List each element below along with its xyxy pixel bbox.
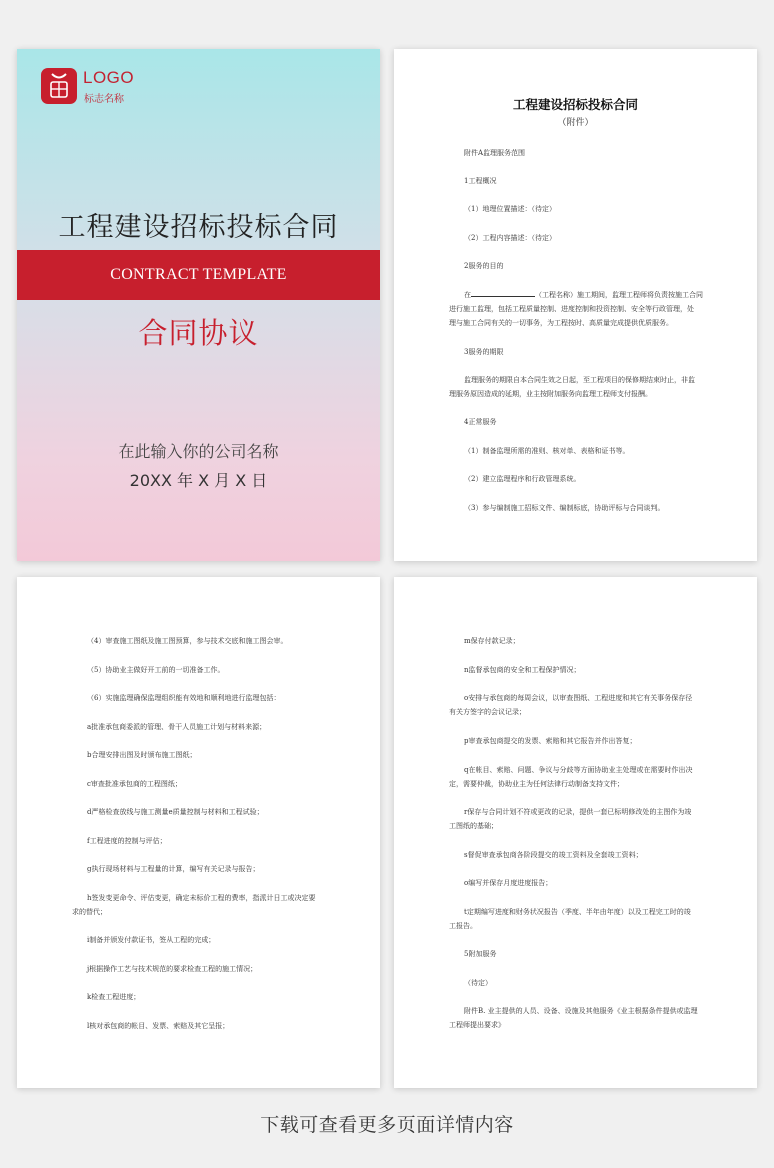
band-text: CONTRACT TEMPLATE	[110, 266, 287, 283]
logo-text: LOGO	[83, 68, 135, 87]
text-line: 工图纸的基础；	[449, 822, 498, 830]
text-line: 附件B. 业主提供的人员、设备、设施及其他服务《业主根据条件提供或监理	[464, 1007, 698, 1015]
cover-subtitle: 合同协议	[138, 316, 259, 350]
text-line: n监督承包商的安全和工程保护情况；	[464, 666, 581, 674]
footer-caption: 下载可查看更多页面详情内容	[260, 1114, 514, 1136]
text-line	[464, 288, 703, 302]
text-line: r保存与合同计划不符或更改的记录，提供一套已标明修改处的主图作为竣	[464, 808, 692, 816]
page-title: 工程建设招标投标合同	[512, 97, 638, 112]
text-line: 工程师提出要求》	[449, 1021, 505, 1029]
cover-page	[17, 49, 380, 561]
text-line: p审查承包商提交的发票、索赔和其它报告并作出答复；	[464, 737, 637, 745]
document-page-2	[394, 49, 757, 561]
text-line: （1）制备监理所需的准则、核对单、表格和证书等。	[464, 447, 630, 455]
text-line: b合理安排出图及时颁布施工图纸；	[87, 751, 197, 759]
cover-band	[17, 250, 380, 300]
text-line: （2）建立监理程序和行政管理系统。	[464, 475, 581, 483]
section-heading: 4正常服务	[464, 418, 497, 426]
text-line: （5）协助业主做好开工前的一切准备工作。	[87, 666, 225, 674]
text-line: q在帐目、索赔、问题、争议与分歧等方面协助业主处理或在需要时作出决	[464, 766, 693, 774]
text-segment: （工程名称）施工期间，监理工程师将负责按施工合同	[535, 291, 703, 299]
text-line: （待定）	[464, 979, 492, 987]
text-line: d严格检查放线与施工测量e质量控制与材料和工程试验；	[87, 808, 264, 816]
text-line: l核对承包商的帐目、发票、索赔及其它呈报；	[87, 1022, 230, 1030]
text-line: 理与施工合同有关的一切事务，为工程按时、高质量完成提供优质服务。	[449, 319, 673, 327]
text-line: a批准承包商委派的管理、骨干人员施工计划与材料来源；	[87, 723, 267, 731]
document-page-3	[17, 577, 380, 1088]
text-line: 进行施工监理，包括工程质量控制、进度控制和投资控制、安全等行政管理，处	[449, 305, 694, 313]
text-line: （6）实施监理确保监理组织能有效地和顺利地进行监理包括：	[87, 694, 281, 702]
section-heading: 1工程概况	[464, 177, 497, 185]
text-line: 工报告。	[449, 922, 477, 930]
text-line: 求的替代；	[72, 908, 107, 916]
text-line: 定，需要仲裁，协助业主为任何法律行动制备支持文件；	[449, 780, 624, 788]
blank-prefix: 在	[464, 291, 471, 299]
text-line: （2）工程内容描述：（待定）	[464, 234, 556, 242]
text-line: 附件A监理服务范围	[464, 149, 526, 157]
text-line: i制备并颁发付款证书，签从工程的完成；	[87, 936, 216, 944]
text-line: （3）参与编制施工招标文件、编制标底，协助评标与合同谈判。	[464, 504, 665, 512]
text-line: m保存付款记录；	[464, 637, 520, 645]
text-line: k检查工程进度；	[87, 993, 141, 1001]
logo-subtitle: 标志名称	[84, 94, 124, 105]
document-page-4	[394, 577, 757, 1088]
text-line: g执行现场材料与工程量的计算，编写有关记录与报告；	[87, 865, 260, 873]
company-name: 在此输入你的公司名称	[118, 442, 279, 461]
cover-title: 工程建设招标投标合同	[58, 212, 339, 243]
text-line: s督促审查承包商各阶段提交的竣工资料及全套竣工资料；	[464, 851, 643, 859]
text-line: o编写并保存月度进度报告；	[464, 879, 553, 887]
text-line: h签发变更命令、评估变更，确定未标价工程的费率，指派计日工或决定要	[87, 894, 316, 902]
page-subtitle: （附件）	[557, 118, 594, 128]
text-line: t定期编写进度和财务状况报告（季度、半年由年度）以及工程完工时的竣	[464, 908, 691, 916]
text-line: 理服务原因造成的延期，业主按附加服务向监理工程师支付报酬。	[449, 390, 652, 398]
text-line: 有关方签字的会议记录；	[449, 708, 526, 716]
text-line: o安排与承包商的每周会议，以审查图纸、工程进度和其它有关事务保存径	[464, 694, 693, 702]
blank-underline	[471, 289, 535, 297]
text-line: 监理服务的期限自本合同生效之日起，至工程项目的保修期结束时止，非监	[464, 376, 695, 384]
section-heading: 3服务的期限	[464, 348, 504, 356]
logo-fu-icon	[41, 68, 77, 104]
text-line: c审查批准承包商的工程图纸；	[87, 780, 182, 788]
section-heading: 2服务的目的	[464, 262, 504, 270]
text-line: j根据操作工艺与技术规范的要求检查工程的施工情况；	[87, 965, 258, 973]
text-line: （4）审查施工图纸及施工图预算，参与技术交底和施工图会审。	[87, 637, 288, 645]
text-line: f工程进度的控制与评估；	[87, 837, 167, 845]
text-line: （1）地理位置描述：（待定）	[464, 205, 556, 213]
section-heading: 5附加服务	[464, 950, 497, 958]
cover-date: 20XX 年 X 月 X 日	[129, 471, 268, 490]
